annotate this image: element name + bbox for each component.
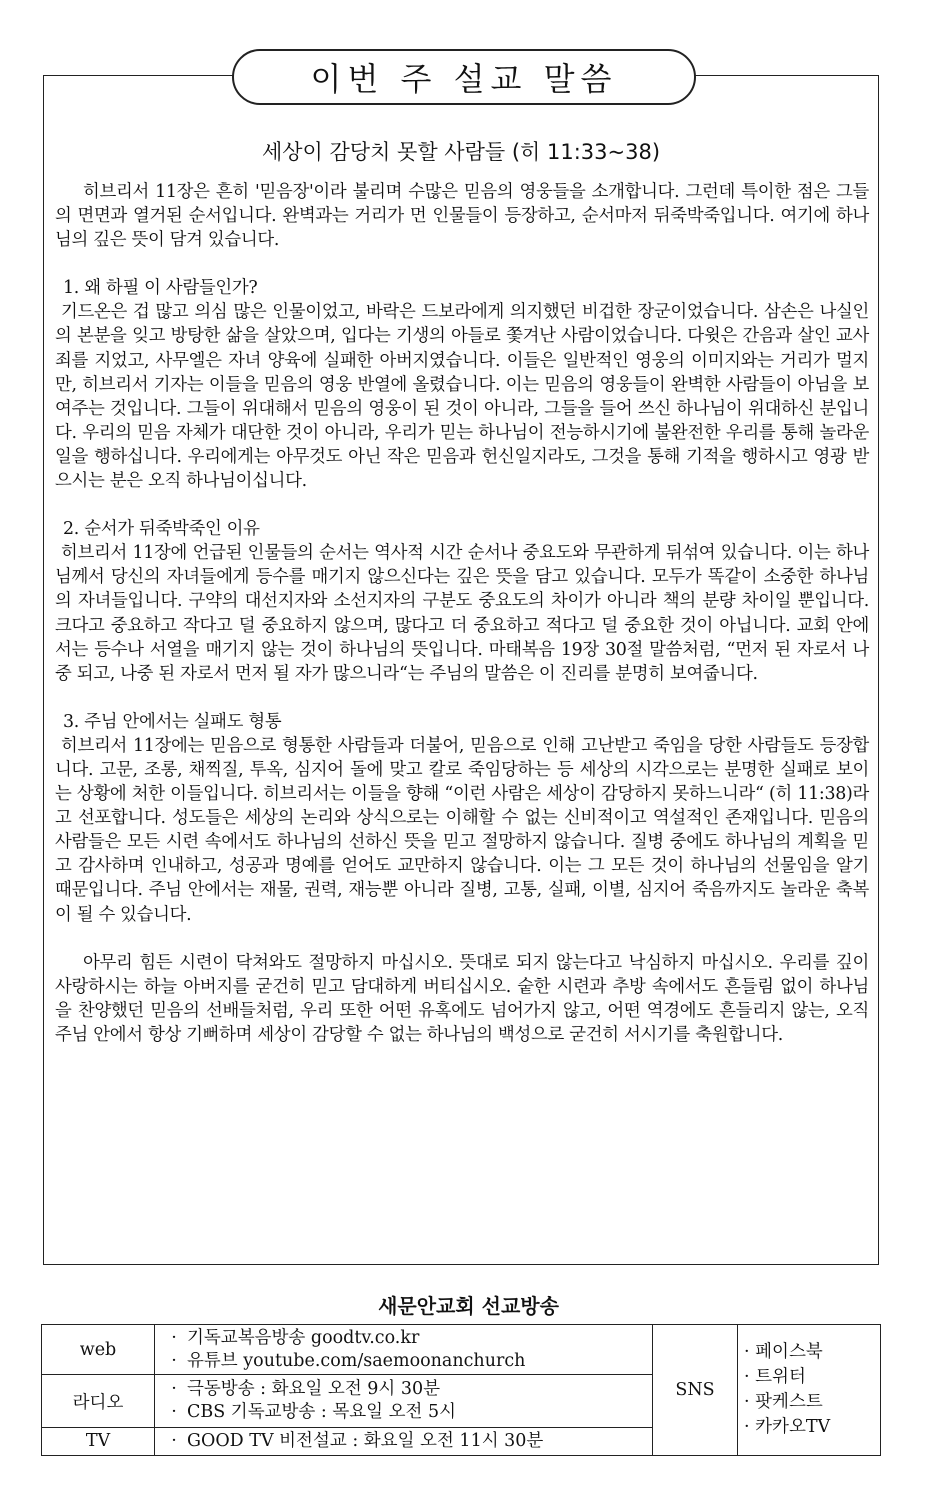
list-item bbox=[744, 1415, 874, 1440]
sns-label: SNS bbox=[653, 1325, 738, 1456]
radio-item-2: CBS 기독교방송 : 목요일 오전 5시 bbox=[187, 1402, 457, 1423]
row-label-radio: 라디오 bbox=[42, 1375, 155, 1427]
list-item bbox=[161, 1327, 646, 1350]
page-title: 이번 주 설교 말씀 bbox=[232, 49, 696, 105]
sns-item-kakaotv: 카카오TV bbox=[755, 1417, 831, 1437]
table-row bbox=[42, 1325, 881, 1375]
bullet-icon: · bbox=[171, 1350, 177, 1371]
bullet-icon: · bbox=[744, 1367, 750, 1387]
broadcast-title: 새문안교회 선교방송 bbox=[378, 1294, 559, 1318]
list-item bbox=[161, 1401, 646, 1424]
section-heading-1: 1. 왜 하필 이 사람들인가? bbox=[63, 278, 258, 299]
tv-item-1: GOOD TV 비전설교 : 화요일 오전 11시 30분 bbox=[187, 1430, 544, 1451]
bullet-icon: · bbox=[171, 1430, 177, 1451]
list-item bbox=[161, 1378, 646, 1401]
broadcast-table bbox=[41, 1324, 881, 1456]
sns-item-podcast: 팟케스트 bbox=[755, 1392, 823, 1412]
list-item bbox=[744, 1340, 874, 1365]
bullet-icon: · bbox=[171, 1327, 177, 1348]
bullet-icon: · bbox=[171, 1379, 177, 1400]
sns-item-twitter: 트위터 bbox=[755, 1367, 806, 1387]
web-cell bbox=[155, 1325, 653, 1375]
section-text-1: 기드온은 겁 많고 의심 많은 인물이었고, 바락은 드보라에게 의지했던 비겁한 장군이었습니다. 삼손은 나실인의 본분을 잊고 방탕한 삶을 살았으며, 입다는 기생의 아들로 쫓겨난 사람이었습니다. 다윗은 간음과 살인 교사죄를 지었고, 사무엘은 자녀 양육에 실패한 아버지였습니다. 이들은 일반적인 영웅의 이미지와는 거리가 멀지만, 히브리서 기자는 이들을 믿음의 영웅 반열에 올렸습니다. 이는 믿음의 영웅들이 완벽한 사람들이 아님을 보여주는 것입니다. 그들이 위대해서 믿음의 영웅이 된 것이 아니라, 그들을 들어 쓰신 하나님이 위대하신 분입니다. 우리의 믿음 자체가 대단한 것이 아니라, 우리가 믿는 하나님이 전능하시기에 불완전한 우리를 통해 놀라운 일을 행하십니다. 우리에게는 아무것도 아닌 작은 믿음과 헌신일지라도, 그것을 통해 기적을 행하시고 영광 받으시는 분은 오직 하나님이십니다. bbox=[55, 302, 869, 492]
closing-paragraph: 아무리 힘든 시련이 닥쳐와도 절망하지 마십시오. 뜻대로 되지 않는다고 낙심하지 마십시오. 우리를 깊이 사랑하시는 하늘 아버지를 굳건히 믿고 담대하게 버티십시오. 숱한 시련과 추방 속에서도 흔들림 없이 하나님을 찬양했던 믿음의 선배들처럼, 우리 또한 어떤 유혹에도 넘어가지 않고, 어떤 역경에도 흔들리지 않는, 오직 주님 안에서 항상 기뻐하며 세상이 감당할 수 없는 하나님의 백성으로 굳건히 서시기를 축원합니다. bbox=[55, 952, 869, 1045]
sermon-title: 세상이 감당치 못할 사람들 (히 11:33~38) bbox=[261, 140, 661, 164]
list-item bbox=[744, 1390, 874, 1415]
radio-item-1: 극동방송 : 화요일 오전 9시 30분 bbox=[187, 1379, 441, 1400]
list-item bbox=[744, 1365, 874, 1390]
radio-cell bbox=[155, 1375, 653, 1427]
bullet-icon: · bbox=[744, 1417, 750, 1437]
web-item-2: 유튜브 youtube.com/saemoonanchurch bbox=[187, 1350, 526, 1371]
tv-cell bbox=[155, 1427, 653, 1455]
intro-paragraph: 히브리서 11장은 흔히 '믿음장'이라 불리며 수많은 믿음의 영웅들을 소개합니다. 그런데 특이한 점은 그들의 면면과 열거된 순서입니다. 완벽과는 거리가 먼 인물들이 등장하고, 순서마저 뒤죽박죽입니다. 여기에 하나님의 깊은 뜻이 담겨 있습니다. bbox=[55, 182, 869, 251]
section-heading-2: 2. 순서가 뒤죽박죽인 이유 bbox=[63, 519, 260, 540]
section-text-2: 히브리서 11장에 언급된 인물들의 순서는 역사적 시간 순서나 중요도와 무관하게 뒤섞여 있습니다. 이는 하나님께서 당신의 자녀들에게 등수를 매기지 않으신다는 깊은 뜻을 담고 있습니다. 모두가 똑같이 소중한 하나님의 자녀들입니다. 구약의 대선지자와 소선지자의 구분도 중요도의 차이가 아니라 책의 분량 차이일 뿐입니다. 크다고 중요하고 작다고 덜 중요하지 않으며, 많다고 더 중요하고 적다고 덜 중요한 것이 아닙니다. 교회 안에서는 등수나 서열을 매기지 않는 것이 하나님의 뜻입니다. 마태복음 19장 30절 말씀처럼, “먼저 된 자로서 나중 되고, 나중 된 자로서 먼저 될 자가 많으니라“는 주님의 말씀은 이 진리를 분명히 보여줍니다. bbox=[55, 543, 869, 684]
bullet-icon: · bbox=[744, 1342, 750, 1362]
row-label-tv: TV bbox=[42, 1427, 155, 1455]
section-text-3: 히브리서 11장에는 믿음으로 형통한 사람들과 더불어, 믿음으로 인해 고난받고 죽임을 당한 사람들도 등장합니다. 고문, 조롱, 채찍질, 투옥, 심지어 돌에 맞고 칼로 죽임당하는 등 세상의 시각으로는 분명한 실패로 보이는 상황에 처한 이들입니다. 히브리서는 이들을 향해 “이런 사람은 세상이 감당하지 못하느니라“ (히 11:38)라고 선포합니다. 성도들은 세상의 논리와 상식으로는 이해할 수 없는 신비적이고 역설적인 존재입니다. 믿음의 사람들은 모든 시련 속에서도 하나님의 선하신 뜻을 믿고 절망하지 않습니다. 질병 중에도 하나님의 계획을 믿고 감사하며 인내하고, 성공과 명예를 얻어도 교만하지 않습니다. 이는 그 모든 것이 하나님의 선물임을 알기 때문입니다. 주님 안에서는 재물, 권력, 재능뿐 아니라 질병, 고통, 실패, 이별, 심지어 죽음까지도 놀라운 축복이 될 수 있습니다. bbox=[55, 735, 869, 925]
sns-cell bbox=[738, 1325, 881, 1456]
section-heading-3: 3. 주님 안에서는 실패도 형통 bbox=[63, 711, 282, 732]
bullet-icon: · bbox=[744, 1392, 750, 1412]
list-item bbox=[161, 1430, 646, 1453]
list-item bbox=[161, 1350, 646, 1373]
sns-item-facebook: 페이스북 bbox=[755, 1342, 823, 1362]
row-label-web: web bbox=[42, 1325, 155, 1375]
bullet-icon: · bbox=[171, 1402, 177, 1423]
sermon-body bbox=[55, 180, 869, 1047]
web-item-1: 기독교복음방송 goodtv.co.kr bbox=[187, 1327, 420, 1348]
